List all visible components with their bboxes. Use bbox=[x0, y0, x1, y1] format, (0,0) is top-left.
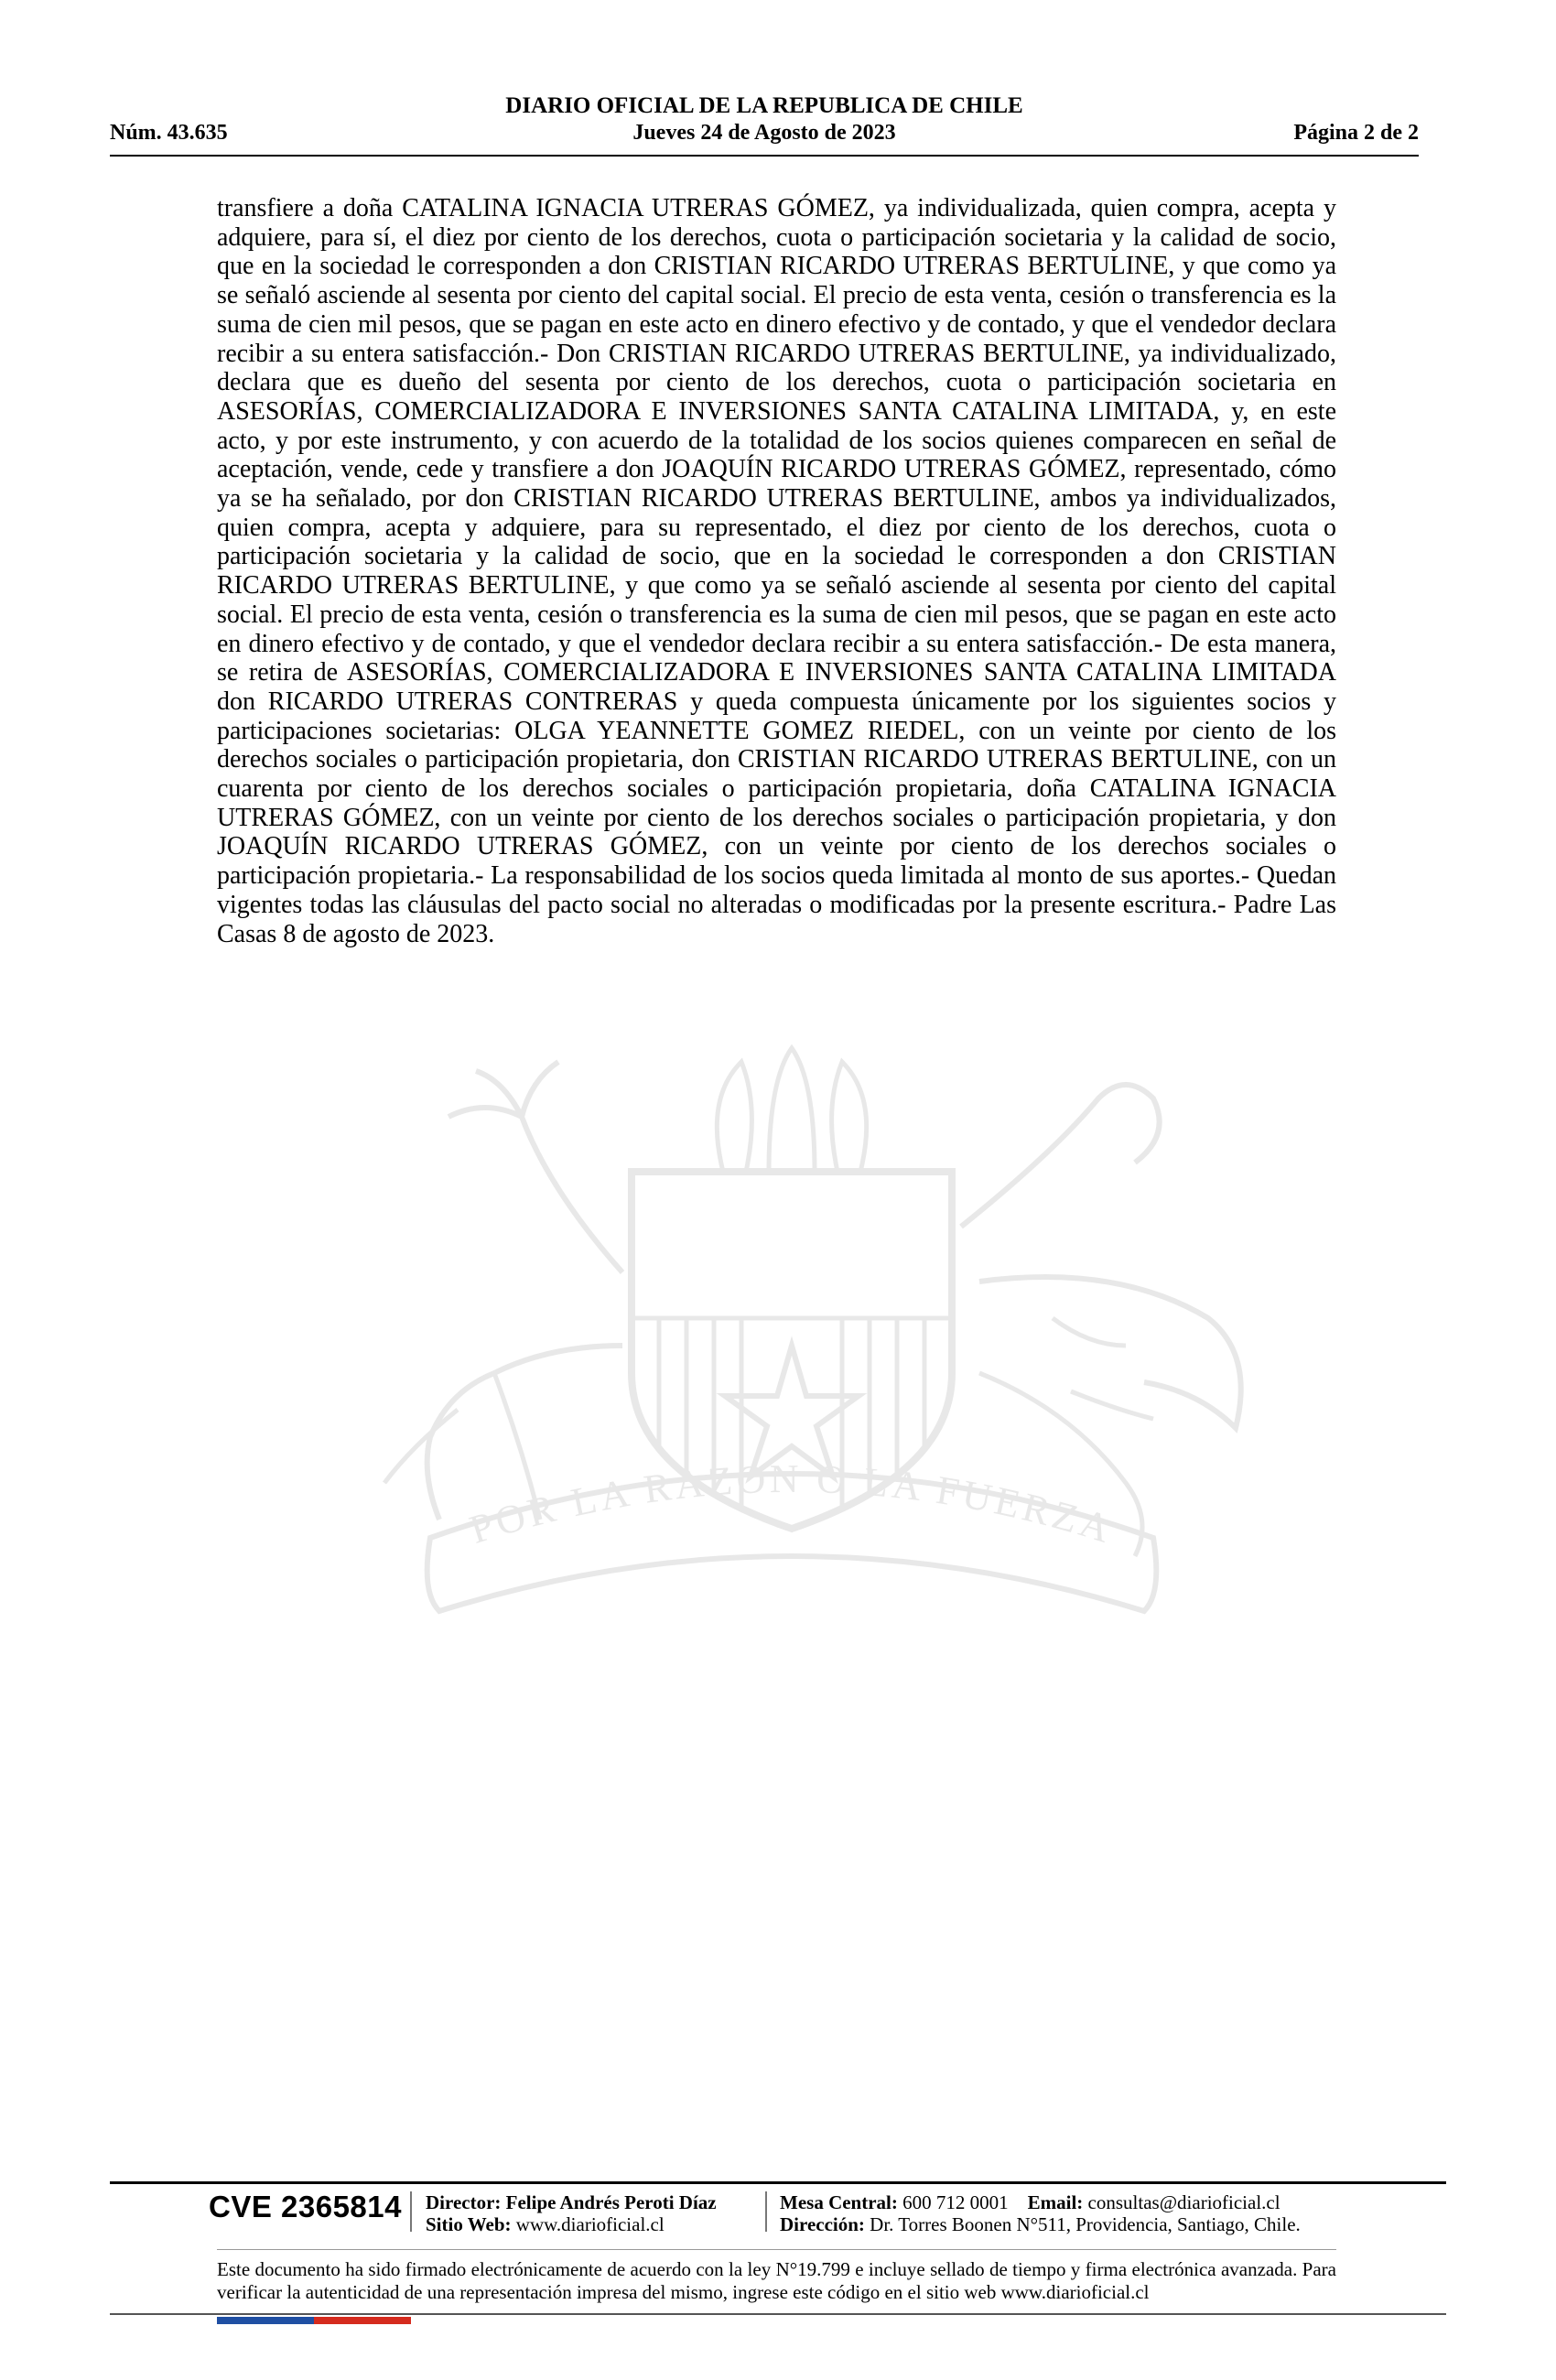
footer-separator bbox=[765, 2191, 767, 2232]
page-header bbox=[110, 92, 1419, 157]
director-label: Director: bbox=[426, 2191, 502, 2213]
director-name: Felipe Andrés Peroti Díaz bbox=[505, 2191, 717, 2213]
footer-divider-mid bbox=[217, 2249, 1336, 2250]
footer-divider-top bbox=[110, 2181, 1446, 2184]
mesa-label: Mesa Central: bbox=[780, 2191, 898, 2213]
gazette-title: DIARIO OFICIAL DE LA REPUBLICA DE CHILE bbox=[505, 93, 1023, 118]
legal-notice: Este documento ha sido firmado electrónicamente de acuerdo con la ley N°19.799 e incluye sellado de tiempo y firma electrónica avanzada. Para verificar la autenticidad de una representación impresa del mismo, ingrese este código en el sitio web www.diarioficial.cl bbox=[217, 2258, 1336, 2303]
flag-blue-segment bbox=[217, 2317, 314, 2324]
web-link[interactable]: www.diarioficial.cl bbox=[515, 2213, 665, 2235]
footer-separator bbox=[410, 2191, 412, 2232]
mesa-phone: 600 712 0001 bbox=[902, 2191, 1009, 2213]
address-label: Dirección: bbox=[780, 2213, 865, 2235]
email-link[interactable]: consultas@diarioficial.cl bbox=[1087, 2191, 1280, 2213]
page-indicator: Página 2 de 2 bbox=[1293, 121, 1419, 145]
issue-number: Núm. 43.635 bbox=[110, 121, 228, 145]
issue-date: Jueves 24 de Agosto de 2023 bbox=[632, 121, 896, 145]
cve-code: CVE 2365814 bbox=[209, 2190, 402, 2223]
email-label: Email: bbox=[1027, 2191, 1084, 2213]
address-value: Dr. Torres Boonen N°511, Providencia, Santiago, Chile. bbox=[870, 2213, 1301, 2235]
header-divider bbox=[110, 155, 1419, 157]
chile-flag-stripe bbox=[217, 2317, 411, 2324]
body-paragraph: transfiere a doña CATALINA IGNACIA UTRERAS GÓMEZ, ya individualizada, quien compra, acepta y adquiere, para sí, el diez por ciento de los derechos, cuota o participación societaria y la calidad de socio, que en la sociedad le corresponden a don CRISTIAN RICARDO UTRERAS BERTULINE, y que como ya se señaló asciende al sesenta por ciento del capital social. El precio de esta venta, cesión o transferencia es la suma de cien mil pesos, que se pagan en este acto en dinero efectivo y de contado, y que el vendedor declara recibir a su entera satisfacción.- Don CRISTIAN RICARDO UTRERAS BERTULINE, ya individualizado, declara que es dueño del sesenta por ciento de los derechos, cuota o participación societaria en ASESORÍAS, COMERCIALIZADORA E INVERSIONES SANTA CATALINA LIMITADA, y, en este acto, y por este instrumento, y con acuerdo de la totalidad de los socios quienes comparecen en señal de aceptación, vende, cede y transfiere a don JOAQUÍN RICARDO UTRERAS GÓMEZ, representado, cómo ya se ha señalado, por don CRISTIAN RICARDO UTRERAS BERTULINE, ambos ya individualizados, quien compra, acepta y adquiere, para su representado, el diez por ciento de los derechos, cuota o participación societaria y la calidad de socio, que en la sociedad le corresponden a don CRISTIAN RICARDO UTRERAS BERTULINE, y que como ya se señaló asciende al sesenta por ciento del capital social. El precio de esta venta, cesión o transferencia es la suma de cien mil pesos, que se pagan en este acto en dinero efectivo y de contado, y que el vendedor declara recibir a su entera satisfacción.- De esta manera, se retira de ASESORÍAS, COMERCIALIZADORA E INVERSIONES SANTA CATALINA LIMITADA don RICARDO UTRERAS CONTRERAS y queda compuesta únicamente por los siguientes socios y participaciones societarias: OLGA YEANNETTE GOMEZ RIEDEL, con un veinte por ciento de los derechos sociales o participación propietaria, don CRISTIAN RICARDO UTRERAS BERTULINE, con un cuarenta por ciento de los derechos sociales o participación propietaria, doña CATALINA IGNACIA UTRERAS GÓMEZ, con un veinte por ciento de los derechos sociales o participación propietaria, y don JOAQUÍN RICARDO UTRERAS GÓMEZ, con un veinte por ciento de los derechos sociales o participación propietaria.- La responsabilidad de los socios queda limitada al monto de sus aportes.- Quedan vigentes todas las cláusulas del pacto social no alteradas o modificadas por la presente escritura.- Padre Las Casas 8 de agosto de 2023. bbox=[217, 194, 1336, 948]
coat-of-arms-watermark bbox=[247, 1044, 1336, 1739]
footer-contact-block bbox=[780, 2191, 1301, 2235]
footer-divider-bottom bbox=[110, 2313, 1446, 2315]
svg-text:POR LA RAZON O LA FUERZA bbox=[465, 1456, 1119, 1552]
web-label: Sitio Web: bbox=[426, 2213, 512, 2235]
footer-director-block bbox=[426, 2191, 717, 2235]
motto-text: POR LA RAZON O LA FUERZA bbox=[464, 1455, 1119, 1552]
flag-red-segment bbox=[314, 2317, 411, 2324]
